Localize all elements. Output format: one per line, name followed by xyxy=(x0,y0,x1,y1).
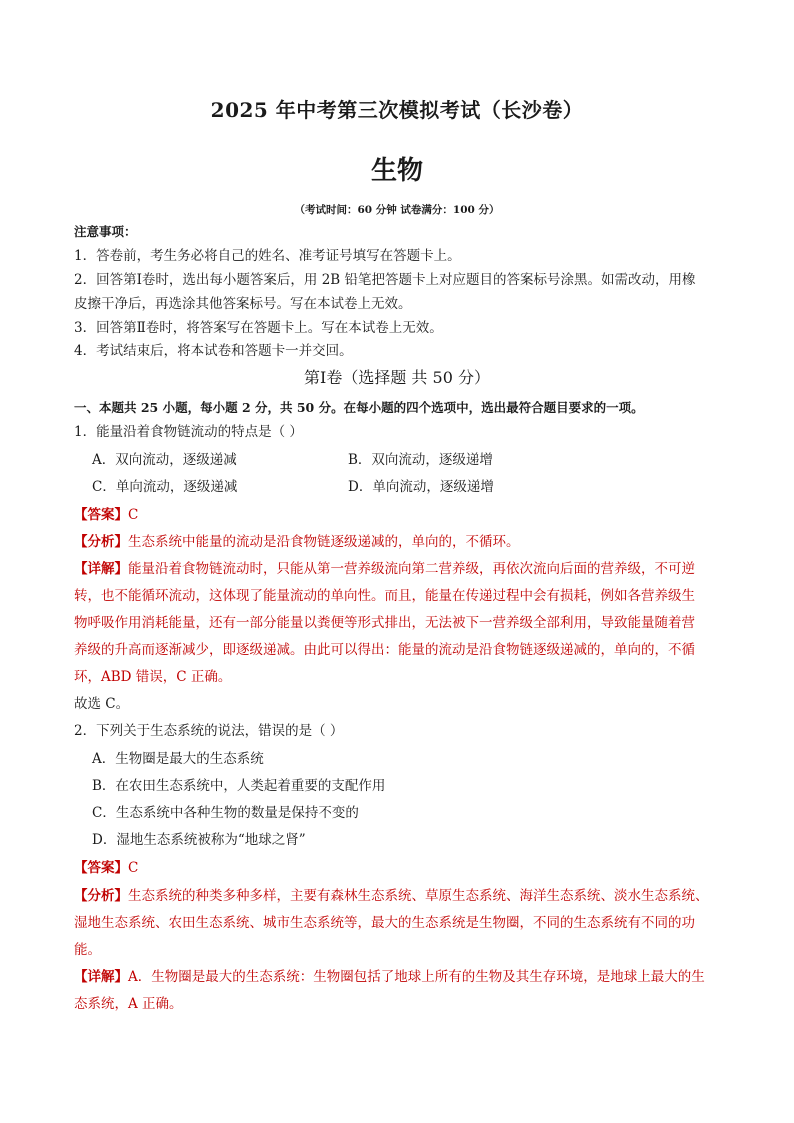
analysis-text: 能。 xyxy=(74,942,101,958)
detail-text: 养级的升高而逐渐减少，即逐级递减。由此可以得出：能量的流动是沿食物链逐级递减的，单向的，不循 xyxy=(74,642,695,658)
part1-title: 第Ⅰ卷（选择题 共 50 分） xyxy=(304,368,490,387)
q1-option-c: C．单向流动，逐级递减 xyxy=(92,479,238,495)
answer-tag: 【答案】 xyxy=(74,507,128,523)
q1-option-d: D．单向流动，逐级递增 xyxy=(348,479,494,495)
notice-heading: 注意事项： xyxy=(74,224,137,239)
question-1-stem: 1．能量沿着食物链流动的特点是（ ） xyxy=(74,424,303,440)
q2-option-c: C．生态系统中各种生物的数量是保持不变的 xyxy=(92,805,359,821)
exam-title: 2025 年中考第三次模拟考试（长沙卷） xyxy=(210,98,584,122)
answer-value: C xyxy=(128,507,139,523)
detail-text: 能量沿着食物链流动时，只能从第一营养级流向第二营养级，再依次流向后面的营养级，不可逆 xyxy=(128,561,695,577)
detail-text: 态系统，A 正确。 xyxy=(74,996,183,1012)
section-intro: 一、本题共 25 小题，每小题 2 分，共 50 分。在每小题的四个选项中，选出最符合题目要求的一项。 xyxy=(74,400,644,415)
analysis-text: 生态系统的种类多种多样，主要有森林生态系统、草原生态系统、海洋生态系统、淡水生态系统、 xyxy=(128,888,709,904)
q1-option-b: B．双向流动，逐级递增 xyxy=(348,452,493,468)
q2-option-d: D．湿地生态系统被称为“地球之肾” xyxy=(92,832,306,848)
detail-text: 转，也不能循环流动，这体现了能量流动的单向性。而且，能量在传递过程中会有损耗，例如各营养级生 xyxy=(74,588,695,604)
q1-option-a: A．双向流动，逐级递减 xyxy=(92,452,237,468)
notice-item: 2．回答第Ⅰ卷时，选出每小题答案后，用 2B 铅笔把答题卡上对应题目的答案标号涂黑。如需改动，用橡 xyxy=(74,272,696,288)
q2-analysis xyxy=(74,886,709,906)
q2-option-a: A．生物圈是最大的生态系统 xyxy=(92,751,264,767)
exam-info: （考试时间：60 分钟 试卷满分：100 分） xyxy=(294,204,500,216)
answer-value: C xyxy=(128,860,139,876)
analysis-text: 湿地生态系统、农田生态系统、城市生态系统等，最大的生态系统是生物圈，不同的生态系统有不同的功 xyxy=(74,915,695,931)
detail-text: A．生物圈是最大的生态系统：生物圈包括了地球上所有的生物及其生存环境，是地球上最大的生 xyxy=(128,969,705,985)
analysis-tag: 【分析】 xyxy=(74,534,128,550)
notice-item: 3．回答第Ⅱ卷时，将答案写在答题卡上。写在本试卷上无效。 xyxy=(74,320,443,336)
detail-text: 物呼吸作用消耗能量，还有一部分能量以粪便等形式排出，无法被下一营养级全部利用，导致能量随着营 xyxy=(74,615,695,631)
q1-detail xyxy=(74,559,695,579)
q2-answer xyxy=(74,858,138,878)
detail-tag: 【详解】 xyxy=(74,561,128,577)
analysis-tag: 【分析】 xyxy=(74,888,128,904)
answer-tag: 【答案】 xyxy=(74,860,128,876)
notice-item: 皮擦干净后，再选涂其他答案标号。写在本试卷上无效。 xyxy=(74,296,412,312)
analysis-text: 生态系统中能量的流动是沿食物链逐级递减的，单向的，不循环。 xyxy=(128,534,520,550)
q2-option-b: B．在农田生态系统中，人类起着重要的支配作用 xyxy=(92,778,386,794)
q1-conclusion: 故选 C。 xyxy=(74,696,130,712)
q1-analysis xyxy=(74,532,520,552)
notice-item: 4．考试结束后，将本试卷和答题卡一并交回。 xyxy=(74,343,353,359)
question-2-stem: 2．下列关于生态系统的说法，错误的是（ ） xyxy=(74,723,344,739)
notice-item: 1．答卷前，考生务必将自己的姓名、准考证号填写在答题卡上。 xyxy=(74,248,461,264)
q1-answer xyxy=(74,505,138,525)
detail-text: 环，ABD 错误，C 正确。 xyxy=(74,669,232,685)
q2-detail xyxy=(74,967,705,987)
subject-title: 生物 xyxy=(370,156,423,186)
detail-tag: 【详解】 xyxy=(74,969,128,985)
